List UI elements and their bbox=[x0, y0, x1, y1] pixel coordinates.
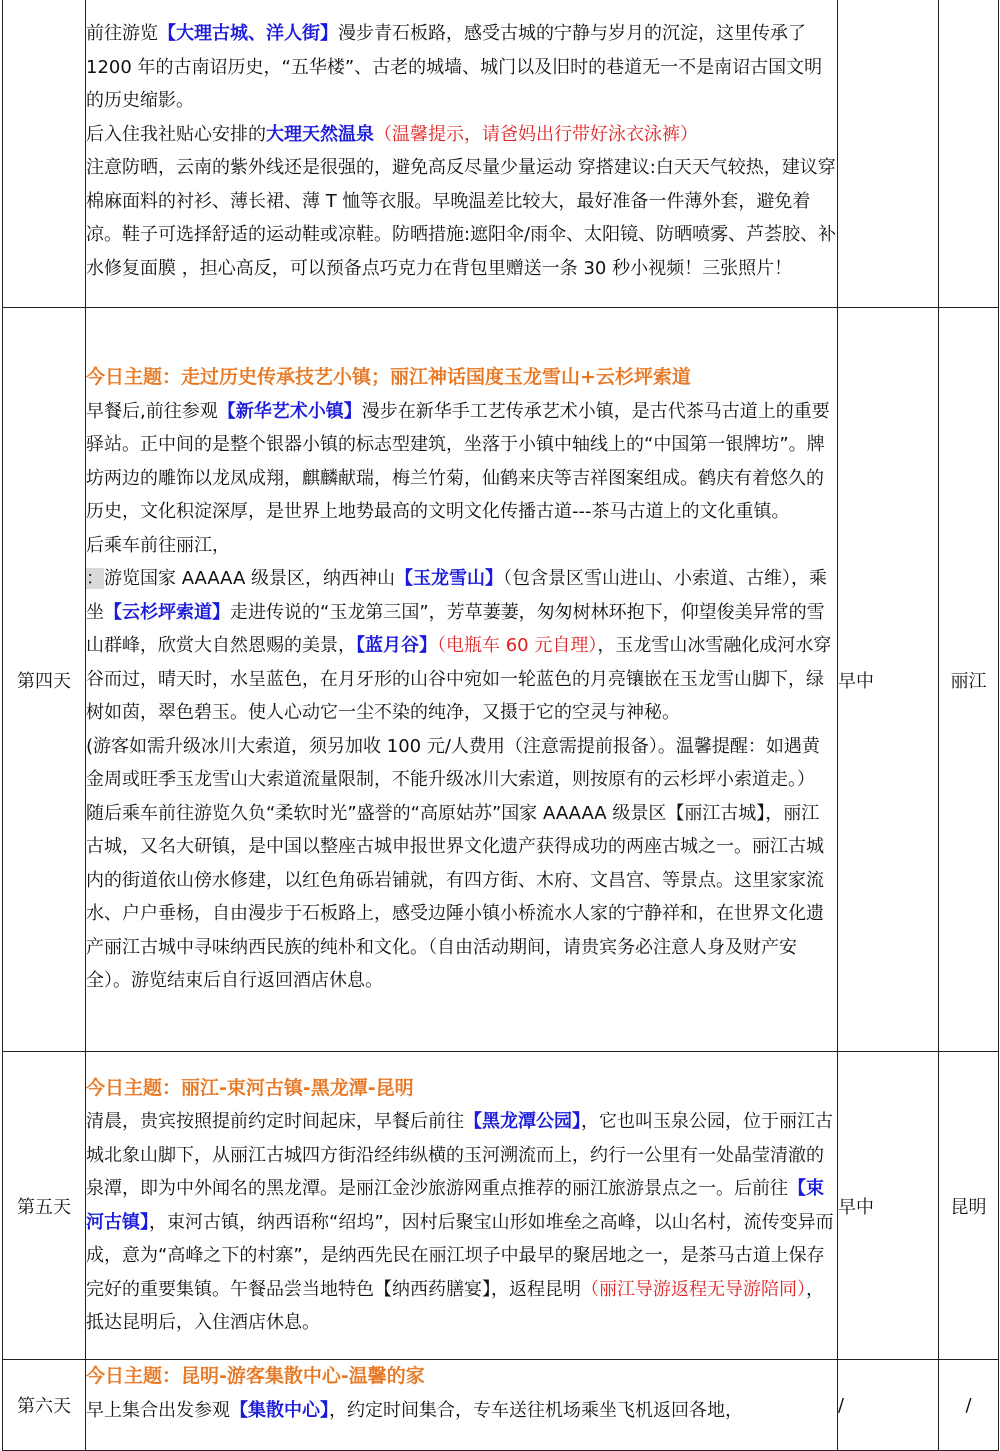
text: 早餐后,前往参观 bbox=[86, 400, 218, 422]
day-theme: 今日主题：走过历史传承技艺小镇；丽江神话国度玉龙雪山+云杉坪索道 bbox=[86, 366, 691, 389]
day-theme: 今日主题：丽江-束河古镇-黑龙潭-昆明 bbox=[86, 1076, 414, 1099]
itinerary-row-day5 bbox=[3, 1052, 999, 1360]
paragraph bbox=[86, 17, 837, 118]
spot-name: 【集散中心】 bbox=[230, 1399, 329, 1421]
meal-cell: / bbox=[838, 1360, 939, 1451]
spot-name: 大理天然温泉 bbox=[266, 123, 374, 145]
text: 早上集合出发参观 bbox=[86, 1399, 230, 1421]
description-cell bbox=[86, 308, 838, 1052]
text: ，玉龙雪山冰雪融化成河水穿谷而过，晴天时，水呈蓝色，在月牙形的山谷中宛如一轮蓝色的月亮镶嵌在玉龙雪山脚下，绿树如茵，翠色碧玉。使人心动它一尘不染的纯净，又摄于它的空灵与神秘。 bbox=[86, 635, 832, 724]
day-cell bbox=[3, 0, 86, 308]
day-cell: 第五天 bbox=[3, 1052, 86, 1360]
text: ，束河古镇，纳西语称“绍坞”，因村后聚宝山形如堆垒之高峰，以山名村，流传变异而成，意为“高峰之下的村寨”，是纳西先民在丽江坝子中最早的聚居地之一，是茶马古道上保存完好的重要集镇。午餐品尝当地特色【纳西药膳宴】，返程昆明 bbox=[86, 1211, 834, 1300]
warning-note: （丽江导游返程无导游陪同） bbox=[581, 1278, 806, 1300]
text: ，它也叫玉泉公园，位于丽江古城北象山脚下，从丽江古城四方街沿经纬纵横的玉河溯流而上，约行一公里有一处晶莹清澈的泉潭，即为中外闻名的黑龙潭。是丽江金沙旅游网重点推荐的丽江旅游景点之一。后前往 bbox=[86, 1111, 833, 1199]
stay-cell bbox=[939, 0, 999, 308]
day-theme: 今日主题：昆明-游客集散中心-温馨的家 bbox=[86, 1365, 425, 1387]
spot-name: 【蓝月谷】 bbox=[356, 635, 437, 657]
paragraph: (游客如需升级冰川大索道，须另加收 100 元/人费用（注意需提前报备）。温馨提醒：如遇黄金周或旺季玉龙雪山大索道流量限制，不能升级冰川大索道，则按原有的云杉坪小索道走。） bbox=[86, 735, 820, 791]
description-cell bbox=[86, 1360, 838, 1451]
paragraph: 后乘车前往丽江， bbox=[86, 534, 230, 556]
meal-cell: 早中 bbox=[838, 308, 939, 1052]
spot-name: 【黑龙潭公园】 bbox=[464, 1111, 581, 1132]
warning-note: （温馨提示，请爸妈出行带好泳衣泳裤） bbox=[374, 123, 698, 145]
text: 漫步在新华手工艺传承艺术小镇，是古代茶马古道上的重要驿站。正中间的是整个银器小镇的标志型建筑，坐落于小镇中轴线上的“中国第一银牌坊”。牌坊两边的雕饰以龙凤成翔，麒麟献瑞，梅兰竹菊，仙鹤来庆等吉祥图案组成。鹤庆有着悠久的历史，文化积淀深厚，是世界上地势最高的文明文化传播古道---茶马古道上的文化重镇。 bbox=[86, 400, 830, 523]
text: 前往游览 bbox=[86, 23, 158, 44]
text: 漫步青石板路，感受古城的宁静与岁月的沉淀，这里传承了 1200 年的古南诏历史，“五华楼”、古老的城墙、城门以及旧时的巷道无一不是南诏古国文明的历史缩影。 bbox=[86, 23, 823, 111]
itinerary-row-day4 bbox=[3, 308, 999, 1052]
text: 清晨，贵宾按照提前约定时间起床，早餐后前往 bbox=[86, 1111, 464, 1132]
paragraph bbox=[86, 395, 837, 529]
spot-name: 【束河古镇】 bbox=[86, 1178, 824, 1233]
text: ，抵达昆明后，入住酒店休息。 bbox=[86, 1278, 824, 1333]
description-cell bbox=[86, 1052, 838, 1360]
spot-name: 【新华艺术小镇】 bbox=[217, 400, 362, 422]
itinerary-row-day3-continued bbox=[3, 0, 999, 308]
text: 游览国家 AAAAA 级景区，纳西神山 bbox=[104, 568, 396, 590]
spot-name: 【云杉坪索道】 bbox=[104, 601, 230, 623]
day-cell: 第六天 bbox=[3, 1360, 86, 1451]
text: 后入住我社贴心安排的 bbox=[86, 123, 266, 145]
highlighted-colon: ： bbox=[86, 568, 104, 590]
stay-cell: / bbox=[939, 1360, 999, 1451]
paragraph bbox=[86, 562, 837, 730]
meal-cell bbox=[838, 0, 939, 308]
text: ，约定时间集合，专车送往机场乘坐飞机返回各地， bbox=[329, 1399, 743, 1421]
spot-name: 【玉龙雪山】 bbox=[395, 568, 504, 590]
day-cell: 第四天 bbox=[3, 308, 86, 1052]
paragraph bbox=[86, 1394, 837, 1428]
paragraph: 随后乘车前往游览久负“柔软时光”盛誉的“高原姑苏”国家 AAAAA 级景区【丽江古城】，丽江古城，又名大研镇，是中国以整座古城申报世界文化遗产获得成功的两座古城之一。丽江古城内的街道依山傍水修建，以红色角砾岩铺就，有四方街、木府、文昌宫、等景点。这里家家流水、户户垂杨，自由漫步于石板路上，感受边陲小镇小桥流水人家的宁静祥和，在世界文化遗产丽江古城中寻味纳西民族的纯朴和文化。（自由活动期间，请贵宾务必注意人身及财产安全）。游览结束后自行返回酒店休息。 bbox=[86, 802, 824, 992]
stay-cell: 丽江 bbox=[939, 308, 999, 1052]
paragraph bbox=[86, 1105, 837, 1340]
itinerary-row-day6 bbox=[3, 1360, 999, 1451]
meal-cell: 早中 bbox=[838, 1052, 939, 1360]
text: 走进传说的“玉龙第三国”，芳草萋萋，匆匆树林环抱下，仰望俊美异常的雪山群峰，欣赏大自然恩赐的美景， bbox=[86, 601, 825, 657]
paragraph: 注意防晒，云南的紫外线还是很强的，避免高反尽量少量运动 穿搭建议:白天天气较热，建议穿棉麻面料的衬衫、薄长裙、薄 T 恤等衣服。早晚温差比较大，最好准备一件薄外套，避免着凉。鞋子可选择舒适的运动鞋或凉鞋。防晒措施:遮阳伞/雨伞、太阳镜、防晒喷雾、芦荟胶、补水修复面膜 ，担心高反，可以预备点巧克力在背包里赠送一条 30 秒小视频！三张照片！ bbox=[86, 157, 837, 279]
description-cell bbox=[86, 0, 838, 308]
paragraph bbox=[86, 118, 837, 152]
warning-note: （电瓶车 60 元自理） bbox=[437, 635, 598, 657]
stay-cell: 昆明 bbox=[939, 1052, 999, 1360]
text: （包含景区雪山进山、小索道、古维），乘坐 bbox=[86, 568, 828, 623]
itinerary-table bbox=[2, 0, 999, 1451]
spot-name: 【大理古城、洋人街】 bbox=[158, 23, 338, 44]
